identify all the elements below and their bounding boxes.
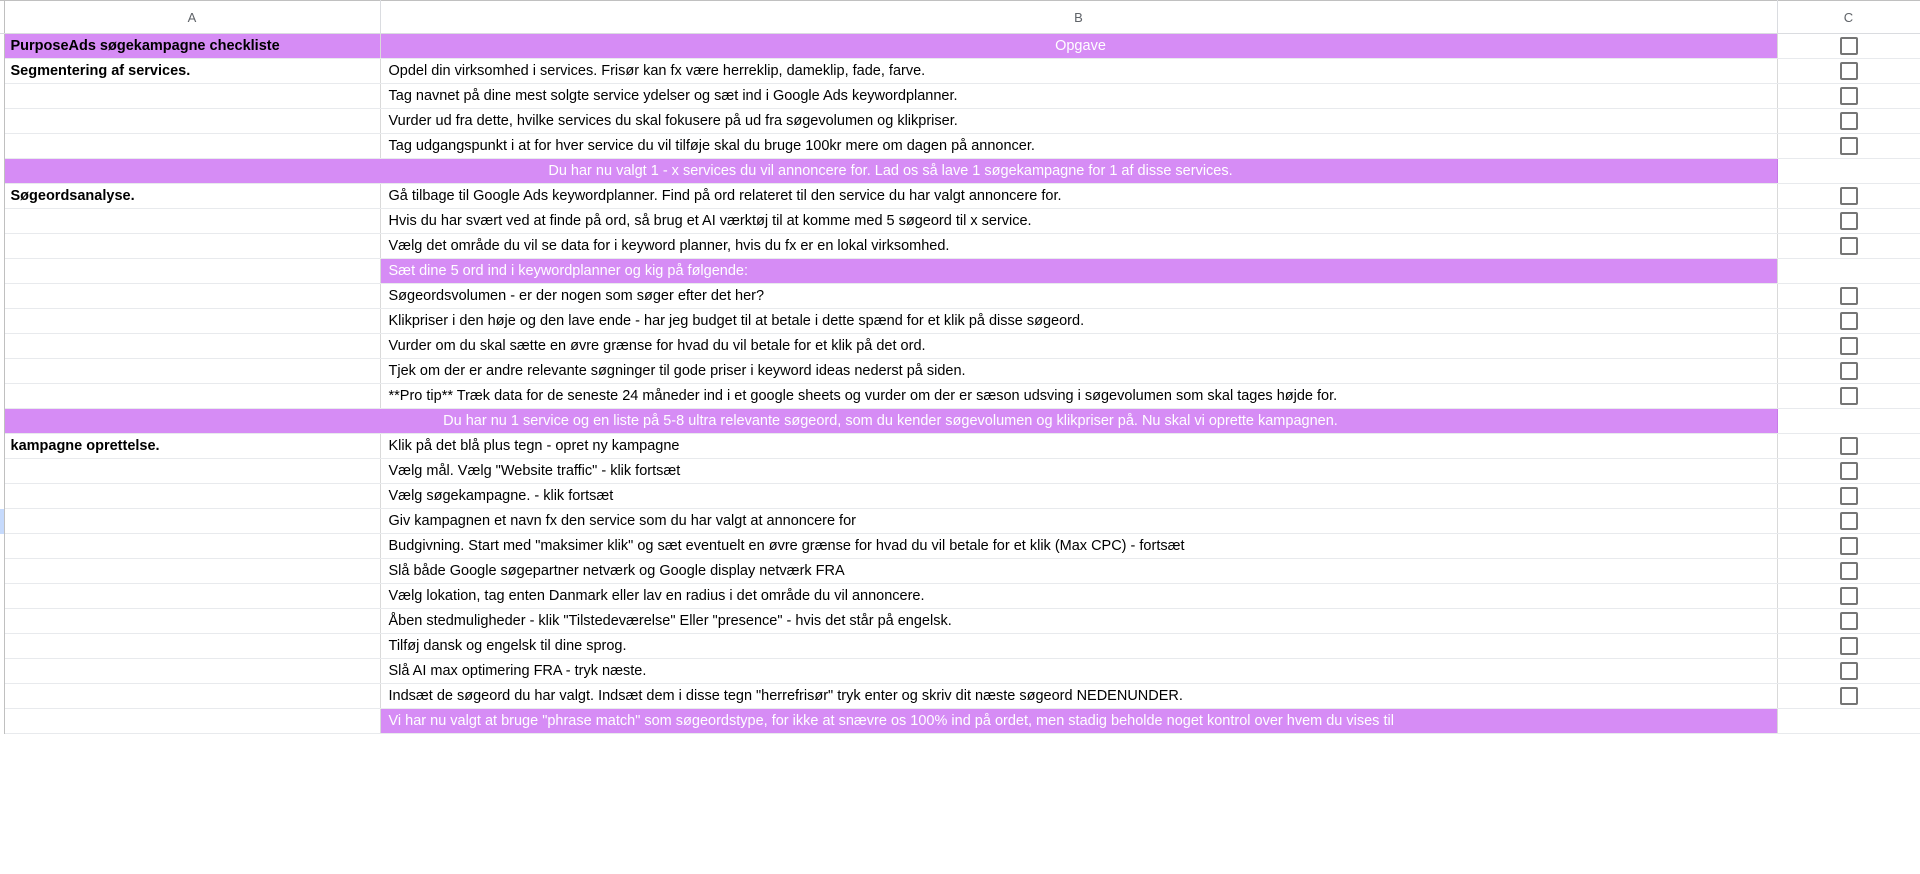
table-row [0, 184, 1920, 209]
table-row [0, 34, 1920, 59]
checkbox-icon[interactable] [1840, 537, 1858, 555]
checkbox-icon[interactable] [1840, 87, 1858, 105]
checkbox-icon[interactable] [1840, 312, 1858, 330]
checkbox-icon[interactable] [1840, 287, 1858, 305]
column-header-a[interactable]: A [4, 1, 380, 34]
checkbox-cell[interactable] [1777, 609, 1920, 634]
checkbox-cell[interactable] [1777, 134, 1920, 159]
section-cell[interactable] [4, 684, 380, 709]
task-cell[interactable]: Slå AI max optimering FRA - tryk næste. [380, 659, 1777, 684]
checkbox-cell[interactable] [1777, 159, 1920, 184]
table-row [0, 334, 1920, 359]
checkbox-icon[interactable] [1840, 62, 1858, 80]
checkbox-cell[interactable] [1777, 259, 1920, 284]
section-cell[interactable] [4, 284, 380, 309]
checkbox-cell[interactable] [1777, 634, 1920, 659]
table-row [0, 584, 1920, 609]
checkbox-cell[interactable] [1777, 234, 1920, 259]
checkbox-icon[interactable] [1840, 462, 1858, 480]
sheet-title-cell[interactable]: PurposeAds søgekampagne checkliste [4, 34, 380, 59]
section-banner[interactable]: Du har nu 1 service og en liste på 5-8 ultra relevante søgeord, som du kender søgevolumen og klikpriser på. Nu skal vi oprette kampagnen. [4, 409, 1777, 434]
checkbox-icon[interactable] [1840, 487, 1858, 505]
task-cell[interactable]: Vælg lokation, tag enten Danmark eller lav en radius i det område du vil annoncere. [380, 584, 1777, 609]
section-banner[interactable]: Sæt dine 5 ord ind i keywordplanner og kig på følgende: [380, 259, 1777, 284]
section-cell[interactable] [4, 109, 380, 134]
section-cell[interactable] [4, 359, 380, 384]
task-cell[interactable]: Klik på det blå plus tegn - opret ny kampagne [380, 434, 1777, 459]
checkbox-icon[interactable] [1840, 237, 1858, 255]
checkbox-icon[interactable] [1840, 137, 1858, 155]
section-cell[interactable] [4, 584, 380, 609]
task-cell[interactable]: Tag udgangspunkt i at for hver service du vil tilføje skal du bruge 100kr mere om dagen på annoncer. [380, 134, 1777, 159]
checkbox-cell[interactable] [1777, 359, 1920, 384]
checkbox-icon[interactable] [1840, 637, 1858, 655]
task-cell[interactable]: Indsæt de søgeord du har valgt. Indsæt dem i disse tegn "herrefrisør" tryk enter og skriv dit næste søgeord NEDENUNDER. [380, 684, 1777, 709]
checkbox-cell[interactable] [1777, 709, 1920, 734]
checkbox-cell[interactable] [1777, 384, 1920, 409]
task-cell[interactable]: Åben stedmuligheder - klik "Tilstedeværelse" Eller "presence" - hvis det står på engelsk. [380, 609, 1777, 634]
column-header-row [0, 1, 1920, 34]
table-row [0, 434, 1920, 459]
section-cell[interactable] [4, 134, 380, 159]
task-column-title-cell[interactable]: Opgave [380, 34, 1777, 59]
task-cell[interactable]: Vurder ud fra dette, hvilke services du skal fokusere på ud fra søgevolumen og klikpriser. [380, 109, 1777, 134]
checkbox-icon[interactable] [1840, 612, 1858, 630]
checkbox-icon[interactable] [1840, 437, 1858, 455]
table-row [0, 359, 1920, 384]
table-row [0, 509, 1920, 534]
checkbox-cell[interactable] [1777, 109, 1920, 134]
checkbox-cell[interactable] [1777, 559, 1920, 584]
table-row [0, 484, 1920, 509]
section-banner[interactable]: Du har nu valgt 1 - x services du vil annoncere for. Lad os så lave 1 søgekampagne for 1 af disse services. [4, 159, 1777, 184]
task-cell[interactable]: Hvis du har svært ved at finde på ord, så brug et AI værktøj til at komme med 5 søgeord til x service. [380, 209, 1777, 234]
checkbox-cell[interactable] [1777, 509, 1920, 534]
table-row [0, 109, 1920, 134]
checkbox-icon[interactable] [1840, 687, 1858, 705]
section-banner[interactable]: Vi har nu valgt at bruge "phrase match" som søgeordstype, for ikke at snævre os 100% ind på ordet, men stadig beholde noget kontrol over hvem du vises til [380, 709, 1777, 734]
checkbox-icon[interactable] [1840, 187, 1858, 205]
table-row [0, 84, 1920, 109]
checkbox-cell[interactable] [1777, 84, 1920, 109]
table-row [0, 309, 1920, 334]
checkbox-icon[interactable] [1840, 337, 1858, 355]
section-cell[interactable] [4, 234, 380, 259]
section-cell[interactable] [4, 634, 380, 659]
task-cell[interactable]: Vælg søgekampagne. - klik fortsæt [380, 484, 1777, 509]
section-cell[interactable] [4, 84, 380, 109]
table-row [0, 534, 1920, 559]
section-cell[interactable] [4, 509, 380, 534]
checkbox-icon[interactable] [1840, 387, 1858, 405]
table-row [0, 159, 1920, 184]
table-row [0, 709, 1920, 734]
checkbox-cell[interactable] [1777, 209, 1920, 234]
checkbox-cell[interactable] [1777, 659, 1920, 684]
section-cell[interactable] [4, 384, 380, 409]
table-row [0, 409, 1920, 434]
checkbox-cell[interactable] [1777, 184, 1920, 209]
checkbox-cell[interactable] [1777, 684, 1920, 709]
checkbox-icon[interactable] [1840, 662, 1858, 680]
checkbox-cell[interactable] [1777, 584, 1920, 609]
table-row [0, 459, 1920, 484]
column-header-b[interactable]: B [380, 1, 1777, 34]
checkbox-icon[interactable] [1840, 112, 1858, 130]
checkbox-icon[interactable] [1840, 587, 1858, 605]
table-row [0, 209, 1920, 234]
task-cell[interactable]: Vælg mål. Vælg "Website traffic" - klik fortsæt [380, 459, 1777, 484]
checkbox-cell[interactable] [1777, 409, 1920, 434]
checkbox-cell[interactable] [1777, 534, 1920, 559]
checkbox-icon[interactable] [1840, 212, 1858, 230]
checkbox-cell[interactable] [1777, 459, 1920, 484]
checkbox-cell[interactable] [1777, 59, 1920, 84]
table-row [0, 259, 1920, 284]
section-cell[interactable] [4, 334, 380, 359]
section-cell[interactable] [4, 559, 380, 584]
section-cell[interactable] [4, 534, 380, 559]
table-row [0, 384, 1920, 409]
task-cell[interactable]: Søgeordsvolumen - er der nogen som søger efter det her? [380, 284, 1777, 309]
task-cell[interactable]: Tag navnet på dine mest solgte service ydelser og sæt ind i Google Ads keywordplanner. [380, 84, 1777, 109]
checkbox-cell[interactable] [1777, 434, 1920, 459]
task-cell[interactable]: Tjek om der er andre relevante søgninger til gode priser i keyword ideas nederst på siden. [380, 359, 1777, 384]
checkbox-icon[interactable] [1840, 512, 1858, 530]
task-cell[interactable]: Vælg det område du vil se data for i keyword planner, hvis du fx er en lokal virksomhed. [380, 234, 1777, 259]
task-cell[interactable]: Klikpriser i den høje og den lave ende - har jeg budget til at betale i dette spænd for et klik på disse søgeord. [380, 309, 1777, 334]
section-cell[interactable] [4, 609, 380, 634]
table-row [0, 559, 1920, 584]
task-cell[interactable]: Vurder om du skal sætte en øvre grænse for hvad du vil betale for et klik på det ord. [380, 334, 1777, 359]
checkbox-cell[interactable] [1777, 309, 1920, 334]
checkbox-cell[interactable] [1777, 484, 1920, 509]
task-cell[interactable]: Budgivning. Start med "maksimer klik" og sæt eventuelt en øvre grænse for hvad du vil betale for et klik (Max CPC) - fortsæt [380, 534, 1777, 559]
section-heading-cell[interactable]: Søgeordsanalyse. [4, 184, 380, 209]
task-cell[interactable]: Gå tilbage til Google Ads keywordplanner. Find på ord relateret til den service du har valgt annoncere for. [380, 184, 1777, 209]
section-cell[interactable] [4, 459, 380, 484]
section-heading-cell[interactable]: Segmentering af services. [4, 59, 380, 84]
checkbox-cell[interactable] [1777, 34, 1920, 59]
column-header-c[interactable]: C [1777, 1, 1920, 34]
table-row [0, 684, 1920, 709]
spreadsheet-rows [0, 34, 1920, 734]
section-heading-cell[interactable]: kampagne oprettelse. [4, 434, 380, 459]
task-cell[interactable]: **Pro tip** Træk data for de seneste 24 måneder ind i et google sheets og vurder om der er sæson udsving i søgevolumen som skal tages højde for. [380, 384, 1777, 409]
table-row [0, 659, 1920, 684]
section-cell[interactable] [4, 659, 380, 684]
checkbox-cell[interactable] [1777, 284, 1920, 309]
table-row [0, 59, 1920, 84]
table-row [0, 234, 1920, 259]
task-cell[interactable]: Slå både Google søgepartner netværk og Google display netværk FRA [380, 559, 1777, 584]
task-cell[interactable]: Opdel din virksomhed i services. Frisør kan fx være herreklip, dameklip, fade, farve. [380, 59, 1777, 84]
table-row [0, 609, 1920, 634]
task-cell[interactable]: Giv kampagnen et navn fx den service som du har valgt at annoncere for [380, 509, 1777, 534]
table-row [0, 634, 1920, 659]
section-cell[interactable] [4, 209, 380, 234]
checkbox-icon[interactable] [1840, 37, 1858, 55]
table-row [0, 134, 1920, 159]
checkbox-icon[interactable] [1840, 362, 1858, 380]
checkbox-icon[interactable] [1840, 562, 1858, 580]
checkbox-cell[interactable] [1777, 334, 1920, 359]
section-cell[interactable] [4, 309, 380, 334]
section-cell[interactable] [4, 484, 380, 509]
section-cell[interactable] [4, 259, 380, 284]
task-cell[interactable]: Tilføj dansk og engelsk til dine sprog. [380, 634, 1777, 659]
section-cell[interactable] [4, 709, 380, 734]
table-row [0, 284, 1920, 309]
